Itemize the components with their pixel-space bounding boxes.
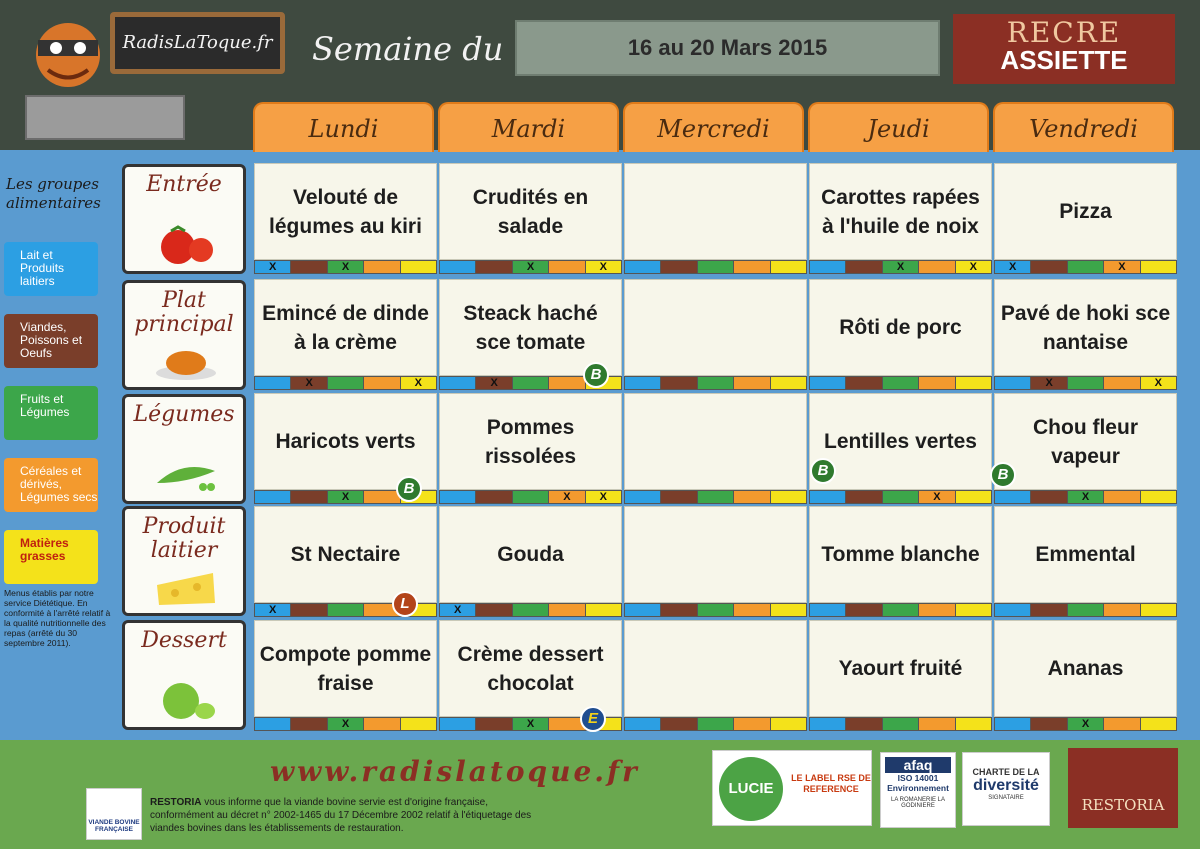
menu-cell-lundi: Emincé de dinde à la crème bbox=[254, 279, 437, 376]
charte-diversite-logo bbox=[962, 752, 1050, 826]
food-group-segment: X bbox=[1031, 377, 1067, 389]
menu-cell-vendredi: Pizza bbox=[994, 163, 1177, 260]
menu-cell-mardi: Steack haché sce tomate bbox=[439, 279, 622, 376]
afaq-site: LA ROMANERIE LA GODINIERE bbox=[890, 797, 946, 809]
food-group-segment bbox=[771, 491, 806, 503]
menu-cell-vendredi: Chou fleur vapeur bbox=[994, 393, 1177, 490]
food-group-segment bbox=[255, 491, 291, 503]
food-group-bar bbox=[624, 260, 807, 274]
food-group-segment bbox=[401, 718, 436, 730]
brand-line-2: ASSIETTE bbox=[1000, 45, 1128, 75]
food-group-segment bbox=[995, 377, 1031, 389]
food-group-segment bbox=[364, 491, 400, 503]
food-group-segment bbox=[625, 377, 661, 389]
food-group-segment: X bbox=[919, 491, 955, 503]
food-group-segment bbox=[661, 718, 697, 730]
menu-cell-mercredi bbox=[624, 393, 807, 490]
food-group-segment: X bbox=[586, 261, 621, 273]
food-group-segment bbox=[956, 491, 991, 503]
food-group-segment bbox=[549, 261, 585, 273]
menu-cell-mercredi bbox=[624, 506, 807, 603]
food-group-segment bbox=[1104, 718, 1140, 730]
food-group-segment bbox=[661, 261, 697, 273]
food-group-segment bbox=[883, 718, 919, 730]
food-group-segment bbox=[1104, 377, 1140, 389]
food-group-segment bbox=[771, 377, 806, 389]
food-group-segment: X bbox=[328, 261, 364, 273]
legend-lait: Lait et Produits laitiers bbox=[4, 242, 98, 296]
food-group-segment bbox=[513, 604, 549, 616]
category-label: Produit laitier bbox=[142, 514, 226, 563]
food-group-segment: X bbox=[255, 604, 291, 616]
food-group-segment bbox=[995, 718, 1031, 730]
food-group-bar bbox=[994, 376, 1177, 390]
food-group-bar bbox=[624, 717, 807, 731]
food-group-segment: X bbox=[255, 261, 291, 273]
tomato-icon bbox=[153, 223, 219, 265]
menu-cell-mardi: Pommes rissolées bbox=[439, 393, 622, 490]
food-group-segment bbox=[919, 718, 955, 730]
food-group-bar bbox=[624, 490, 807, 504]
food-group-bar bbox=[809, 603, 992, 617]
day-tab-mardi: Mardi bbox=[438, 102, 619, 152]
viande-bovine-francaise-logo: VIANDE BOVINE FRANÇAISE bbox=[86, 788, 142, 840]
food-group-segment bbox=[846, 491, 882, 503]
day-tab-mercredi: Mercredi bbox=[623, 102, 804, 152]
semaine-label: Semaine du bbox=[312, 30, 504, 68]
food-group-segment: X bbox=[1104, 261, 1140, 273]
menu-cell-lundi: Velouté de légumes au kiri bbox=[254, 163, 437, 260]
apple-icon bbox=[153, 679, 219, 721]
day-tab-vendredi: Vendredi bbox=[993, 102, 1174, 152]
food-group-segment bbox=[661, 604, 697, 616]
menu-cell-lundi: Haricots verts bbox=[254, 393, 437, 490]
food-group-segment bbox=[734, 604, 770, 616]
food-group-segment bbox=[255, 377, 291, 389]
food-group-segment bbox=[1141, 718, 1176, 730]
lucie-label-logo bbox=[712, 750, 872, 826]
food-group-segment bbox=[625, 261, 661, 273]
legend-viandes: Viandes, Poissons et Oeufs bbox=[4, 314, 98, 368]
food-group-segment bbox=[995, 604, 1031, 616]
menu-cell-mardi: Gouda bbox=[439, 506, 622, 603]
menu-cell-mardi: Crème dessert chocolat bbox=[439, 620, 622, 717]
food-group-bar bbox=[994, 717, 1177, 731]
logo-text: RadisLaToque.fr bbox=[122, 32, 273, 53]
food-group-segment bbox=[698, 718, 734, 730]
food-group-segment bbox=[476, 718, 512, 730]
equitable-badge-icon: E bbox=[580, 706, 606, 732]
food-group-segment bbox=[401, 261, 436, 273]
food-group-segment bbox=[734, 377, 770, 389]
food-group-segment bbox=[328, 604, 364, 616]
food-group-segment: X bbox=[328, 718, 364, 730]
food-group-segment bbox=[364, 377, 400, 389]
food-group-bar bbox=[624, 603, 807, 617]
menu-cell-lundi: Compote pomme fraise bbox=[254, 620, 437, 717]
food-group-bar bbox=[624, 376, 807, 390]
food-group-bar bbox=[809, 490, 992, 504]
food-group-segment: X bbox=[401, 377, 436, 389]
food-group-segment: X bbox=[291, 377, 327, 389]
food-group-segment bbox=[291, 261, 327, 273]
food-group-segment bbox=[1141, 261, 1176, 273]
afaq-sub: Environnement bbox=[887, 783, 949, 793]
food-group-segment bbox=[291, 491, 327, 503]
food-group-segment bbox=[956, 718, 991, 730]
food-group-segment bbox=[698, 261, 734, 273]
food-group-bar bbox=[994, 260, 1177, 274]
food-group-segment bbox=[846, 261, 882, 273]
food-group-bar bbox=[994, 603, 1177, 617]
week-range: 16 au 20 Mars 2015 bbox=[515, 20, 940, 76]
food-group-segment bbox=[1068, 604, 1104, 616]
food-group-segment: X bbox=[513, 261, 549, 273]
food-group-segment bbox=[698, 377, 734, 389]
food-group-segment bbox=[661, 377, 697, 389]
menu-cell-mardi: Crudités en salade bbox=[439, 163, 622, 260]
food-group-segment bbox=[883, 377, 919, 389]
food-group-segment bbox=[919, 261, 955, 273]
food-group-segment bbox=[440, 261, 476, 273]
food-group-bar bbox=[439, 490, 622, 504]
kitchen-counter bbox=[25, 95, 185, 140]
food-group-segment bbox=[1031, 604, 1067, 616]
food-group-segment bbox=[810, 491, 846, 503]
food-group-segment bbox=[549, 604, 585, 616]
food-group-segment bbox=[1104, 604, 1140, 616]
groups-title: Les groupes alimentaires bbox=[6, 175, 101, 212]
food-group-segment: X bbox=[1068, 718, 1104, 730]
food-group-segment bbox=[1141, 491, 1176, 503]
afaq-iso-logo bbox=[880, 752, 956, 828]
menu-cell-mercredi bbox=[624, 163, 807, 260]
food-group-segment bbox=[734, 491, 770, 503]
food-group-segment: X bbox=[1068, 491, 1104, 503]
food-group-segment bbox=[1031, 718, 1067, 730]
category-dessert bbox=[122, 620, 246, 730]
food-group-segment: X bbox=[995, 261, 1031, 273]
food-group-segment bbox=[513, 377, 549, 389]
afaq-title: afaq bbox=[885, 757, 951, 773]
charte-line-2: diversité bbox=[973, 777, 1039, 794]
dietetic-note: Menus établis par notre service Diététique. En conformité à l'arrêté relatif à la qualité nutritionnelle des repas (arrêté du 30 septembre 2011). bbox=[4, 588, 111, 648]
restoria-notice bbox=[150, 796, 550, 835]
menu-cell-jeudi: Carottes rapées à l'huile de noix bbox=[809, 163, 992, 260]
food-group-segment bbox=[810, 718, 846, 730]
food-group-segment: X bbox=[513, 718, 549, 730]
food-group-segment bbox=[476, 261, 512, 273]
food-group-bar bbox=[809, 260, 992, 274]
food-group-segment bbox=[255, 718, 291, 730]
category-label: Légumes bbox=[133, 402, 235, 427]
food-group-bar bbox=[439, 603, 622, 617]
restoria-notice-text: vous informe que la viande bovine servie est d'origine française, conformément au décret n° 2002-1465 du 17 Décembre 2002 relatif à l'étiquetage des viandes bovines dans les établissements de restauration. bbox=[150, 797, 532, 834]
food-group-segment bbox=[625, 604, 661, 616]
food-group-segment: X bbox=[883, 261, 919, 273]
food-group-segment bbox=[698, 604, 734, 616]
peas-icon bbox=[153, 453, 219, 495]
food-group-segment bbox=[440, 718, 476, 730]
bio-badge-icon: B bbox=[396, 476, 422, 502]
food-group-bar bbox=[439, 260, 622, 274]
food-group-bar bbox=[254, 717, 437, 731]
restoria-logo: RESTORIA bbox=[1068, 748, 1178, 828]
recre-assiette-logo bbox=[953, 14, 1175, 84]
brand-line-1: RECRE bbox=[1006, 16, 1122, 49]
label-rouge-badge-icon: L bbox=[392, 591, 418, 617]
food-group-segment bbox=[734, 261, 770, 273]
food-group-segment bbox=[846, 604, 882, 616]
category-label: Entrée bbox=[146, 172, 222, 197]
food-group-segment: X bbox=[476, 377, 512, 389]
food-group-segment: X bbox=[549, 491, 585, 503]
food-group-segment bbox=[440, 377, 476, 389]
food-group-segment: X bbox=[586, 491, 621, 503]
food-group-segment: X bbox=[328, 491, 364, 503]
legend-matieres-grasses: Matières grasses bbox=[4, 530, 98, 584]
food-group-segment bbox=[698, 491, 734, 503]
cheese-icon bbox=[153, 565, 219, 607]
food-group-segment bbox=[810, 261, 846, 273]
food-group-segment bbox=[919, 604, 955, 616]
legend-fruits: Fruits et Légumes bbox=[4, 386, 98, 440]
category-plat-principal bbox=[122, 280, 246, 390]
lucie-text: LE LABEL RSE DE REFERENCE bbox=[791, 773, 871, 794]
food-group-segment bbox=[1104, 491, 1140, 503]
menu-cell-mercredi bbox=[624, 620, 807, 717]
food-group-bar bbox=[254, 260, 437, 274]
menu-cell-jeudi: Yaourt fruité bbox=[809, 620, 992, 717]
food-group-bar bbox=[809, 376, 992, 390]
food-group-segment bbox=[291, 604, 327, 616]
food-group-segment bbox=[476, 491, 512, 503]
logo-chalkboard bbox=[110, 12, 285, 74]
food-group-segment bbox=[1031, 491, 1067, 503]
category-label: Dessert bbox=[141, 628, 227, 653]
food-group-segment bbox=[1068, 377, 1104, 389]
menu-cell-jeudi: Tomme blanche bbox=[809, 506, 992, 603]
food-group-segment bbox=[476, 604, 512, 616]
roast-chicken-icon bbox=[153, 339, 219, 381]
afaq-iso: ISO 14001 bbox=[897, 773, 939, 783]
food-group-segment bbox=[328, 377, 364, 389]
food-group-segment bbox=[513, 491, 549, 503]
category-label: Plat principal bbox=[134, 288, 234, 337]
food-group-bar bbox=[994, 490, 1177, 504]
food-group-segment bbox=[1141, 604, 1176, 616]
category-entree bbox=[122, 164, 246, 274]
food-group-segment bbox=[919, 377, 955, 389]
food-group-segment bbox=[846, 718, 882, 730]
menu-cell-vendredi: Pavé de hoki sce nantaise bbox=[994, 279, 1177, 376]
lucie-circle: LUCIE bbox=[719, 757, 783, 821]
bio-badge-icon: B bbox=[990, 462, 1016, 488]
menu-cell-vendredi: Ananas bbox=[994, 620, 1177, 717]
food-group-segment bbox=[956, 604, 991, 616]
food-group-segment bbox=[625, 491, 661, 503]
restoria-notice-brand: RESTORIA bbox=[150, 797, 202, 808]
menu-cell-lundi: St Nectaire bbox=[254, 506, 437, 603]
food-group-segment bbox=[734, 718, 770, 730]
food-group-segment bbox=[549, 377, 585, 389]
food-group-segment bbox=[364, 261, 400, 273]
food-group-segment: X bbox=[440, 604, 476, 616]
food-group-segment bbox=[1068, 261, 1104, 273]
food-group-segment bbox=[883, 491, 919, 503]
menu-cell-vendredi: Emmental bbox=[994, 506, 1177, 603]
category-produit-laitier bbox=[122, 506, 246, 616]
food-group-segment bbox=[586, 604, 621, 616]
food-group-segment bbox=[771, 604, 806, 616]
charte-line-1: CHARTE DE LA bbox=[972, 767, 1040, 777]
food-group-segment bbox=[661, 491, 697, 503]
food-group-segment bbox=[810, 377, 846, 389]
food-group-segment bbox=[883, 604, 919, 616]
bio-badge-icon: B bbox=[810, 458, 836, 484]
food-group-segment bbox=[1031, 261, 1067, 273]
food-group-segment bbox=[771, 718, 806, 730]
food-group-segment bbox=[810, 604, 846, 616]
legend-cereales: Céréales et dérivés, Légumes secs bbox=[4, 458, 98, 512]
bio-badge-icon: B bbox=[583, 362, 609, 388]
menu-cell-mercredi bbox=[624, 279, 807, 376]
food-group-segment: X bbox=[1141, 377, 1176, 389]
food-group-segment bbox=[846, 377, 882, 389]
food-group-bar bbox=[254, 376, 437, 390]
food-group-segment bbox=[995, 491, 1031, 503]
day-tab-lundi: Lundi bbox=[253, 102, 434, 152]
menu-cell-jeudi: Lentilles vertes bbox=[809, 393, 992, 490]
food-group-segment bbox=[956, 377, 991, 389]
food-group-segment bbox=[291, 718, 327, 730]
food-group-segment bbox=[771, 261, 806, 273]
food-group-segment bbox=[440, 491, 476, 503]
website-link[interactable]: www.radislatoque.fr bbox=[270, 755, 640, 788]
menu-cell-jeudi: Rôti de porc bbox=[809, 279, 992, 376]
food-group-segment bbox=[625, 718, 661, 730]
food-group-segment bbox=[364, 718, 400, 730]
food-group-bar bbox=[809, 717, 992, 731]
day-tab-jeudi: Jeudi bbox=[808, 102, 989, 152]
charte-line-3: SIGNATAIRE bbox=[988, 795, 1024, 801]
food-group-segment: X bbox=[956, 261, 991, 273]
category-legumes bbox=[122, 394, 246, 504]
chef-mascot-icon bbox=[18, 10, 118, 100]
